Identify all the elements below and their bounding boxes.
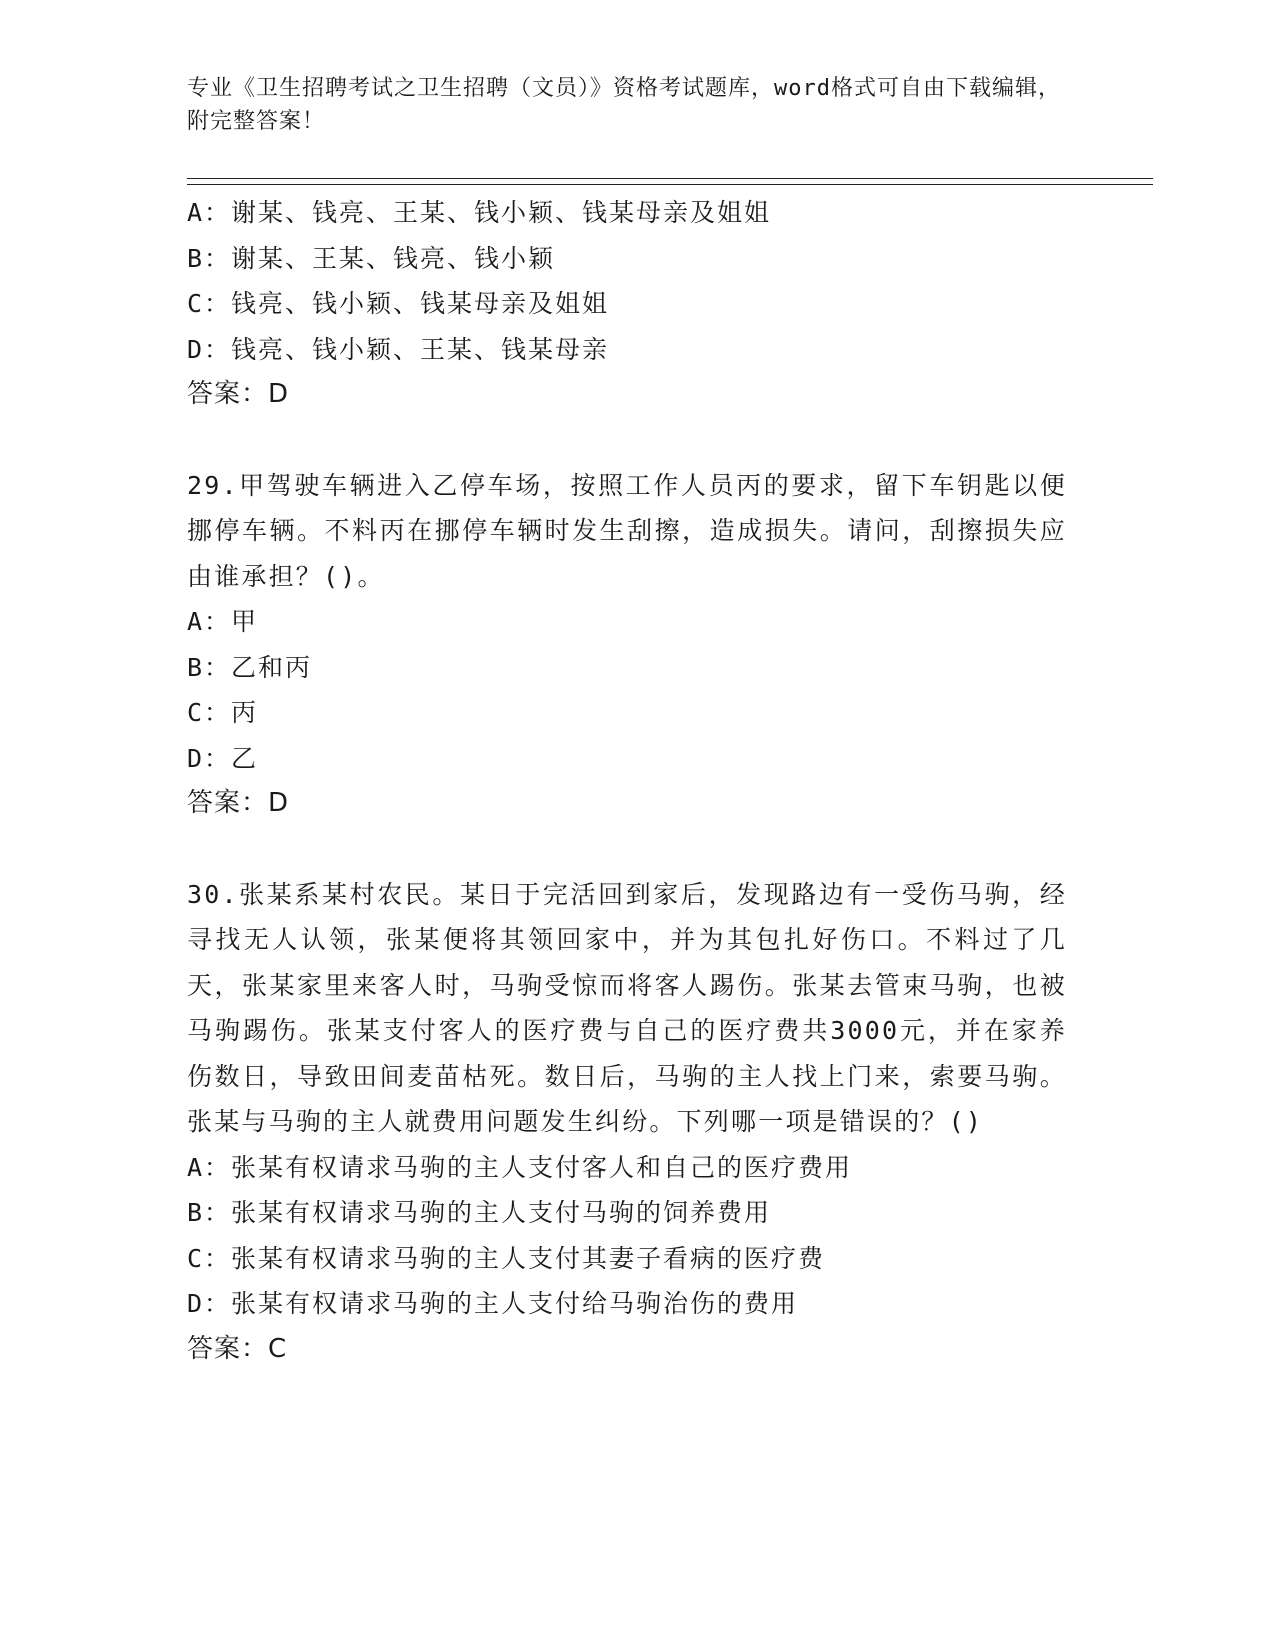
question-28-block [187, 190, 1087, 418]
q28-option-a: A：谢某、钱亮、王某、钱小颖、钱某母亲及姐姐 [187, 198, 772, 227]
q28-option-d: D：钱亮、钱小颖、王某、钱某母亲 [187, 334, 610, 364]
question-29-block [187, 463, 1087, 827]
q30-option-a: A：张某有权请求马驹的主人支付客人和自己的医疗费用 [187, 1152, 853, 1182]
q29-option-c: C：丙 [187, 698, 259, 727]
spacer [187, 827, 1087, 872]
q29-answer: 答案：D [187, 788, 290, 818]
q29-option-a: A：甲 [187, 607, 259, 636]
spacer [187, 418, 1087, 463]
q29-question-text: 29.甲驾驶车辆进入乙停车场，按照工作人员丙的要求，留下车钥匙以便挪停车辆。不料丙在挪停车辆时发生刮擦，造成损失。请问，刮擦损失应由谁承担？()。 [187, 470, 1067, 591]
q30-option-d: D：张某有权请求马驹的主人支付给马驹治伤的费用 [187, 1289, 799, 1318]
q29-option-b: B：乙和丙 [187, 652, 313, 682]
q30-question-text: 30.张某系某村农民。某日于完活回到家后，发现路边有一受伤马驹，经寻找无人认领，张某便将其领回家中，并为其包扎好伤口。不料过了几天，张某家里来客人时，马驹受惊而将客人踢伤。张某去管束马驹，也被马驹踢伤。张某支付客人的医疗费与自己的医疗费共3000元，并在家养伤数日，导致田间麦苗枯死。数日后，马驹的主人找上门来，索要马驹。张某与马驹的主人就费用问题发生纠纷。下列哪一项是错误的？() [187, 879, 1067, 1136]
document-header: 专业《卫生招聘考试之卫生招聘（文员）》资格考试题库，word格式可自由下载编辑，附完整答案！ [187, 76, 1061, 134]
q30-option-c: C：张某有权请求马驹的主人支付其妻子看病的医疗费 [187, 1243, 826, 1273]
q30-answer: 答案：C [187, 1333, 288, 1364]
q30-option-b: B：张某有权请求马驹的主人支付马驹的饲养费用 [187, 1198, 772, 1227]
header-rule-top [187, 178, 1153, 179]
question-30-block [187, 872, 1087, 1373]
header-rule-bottom [187, 184, 1153, 185]
q28-option-c: C：钱亮、钱小颖、钱某母亲及姐姐 [187, 289, 610, 318]
q29-option-d: D：乙 [187, 743, 259, 773]
question-content [187, 190, 1087, 1372]
q28-option-b: B：谢某、王某、钱亮、钱小颖 [187, 243, 556, 273]
q28-answer: 答案：D [187, 379, 290, 409]
